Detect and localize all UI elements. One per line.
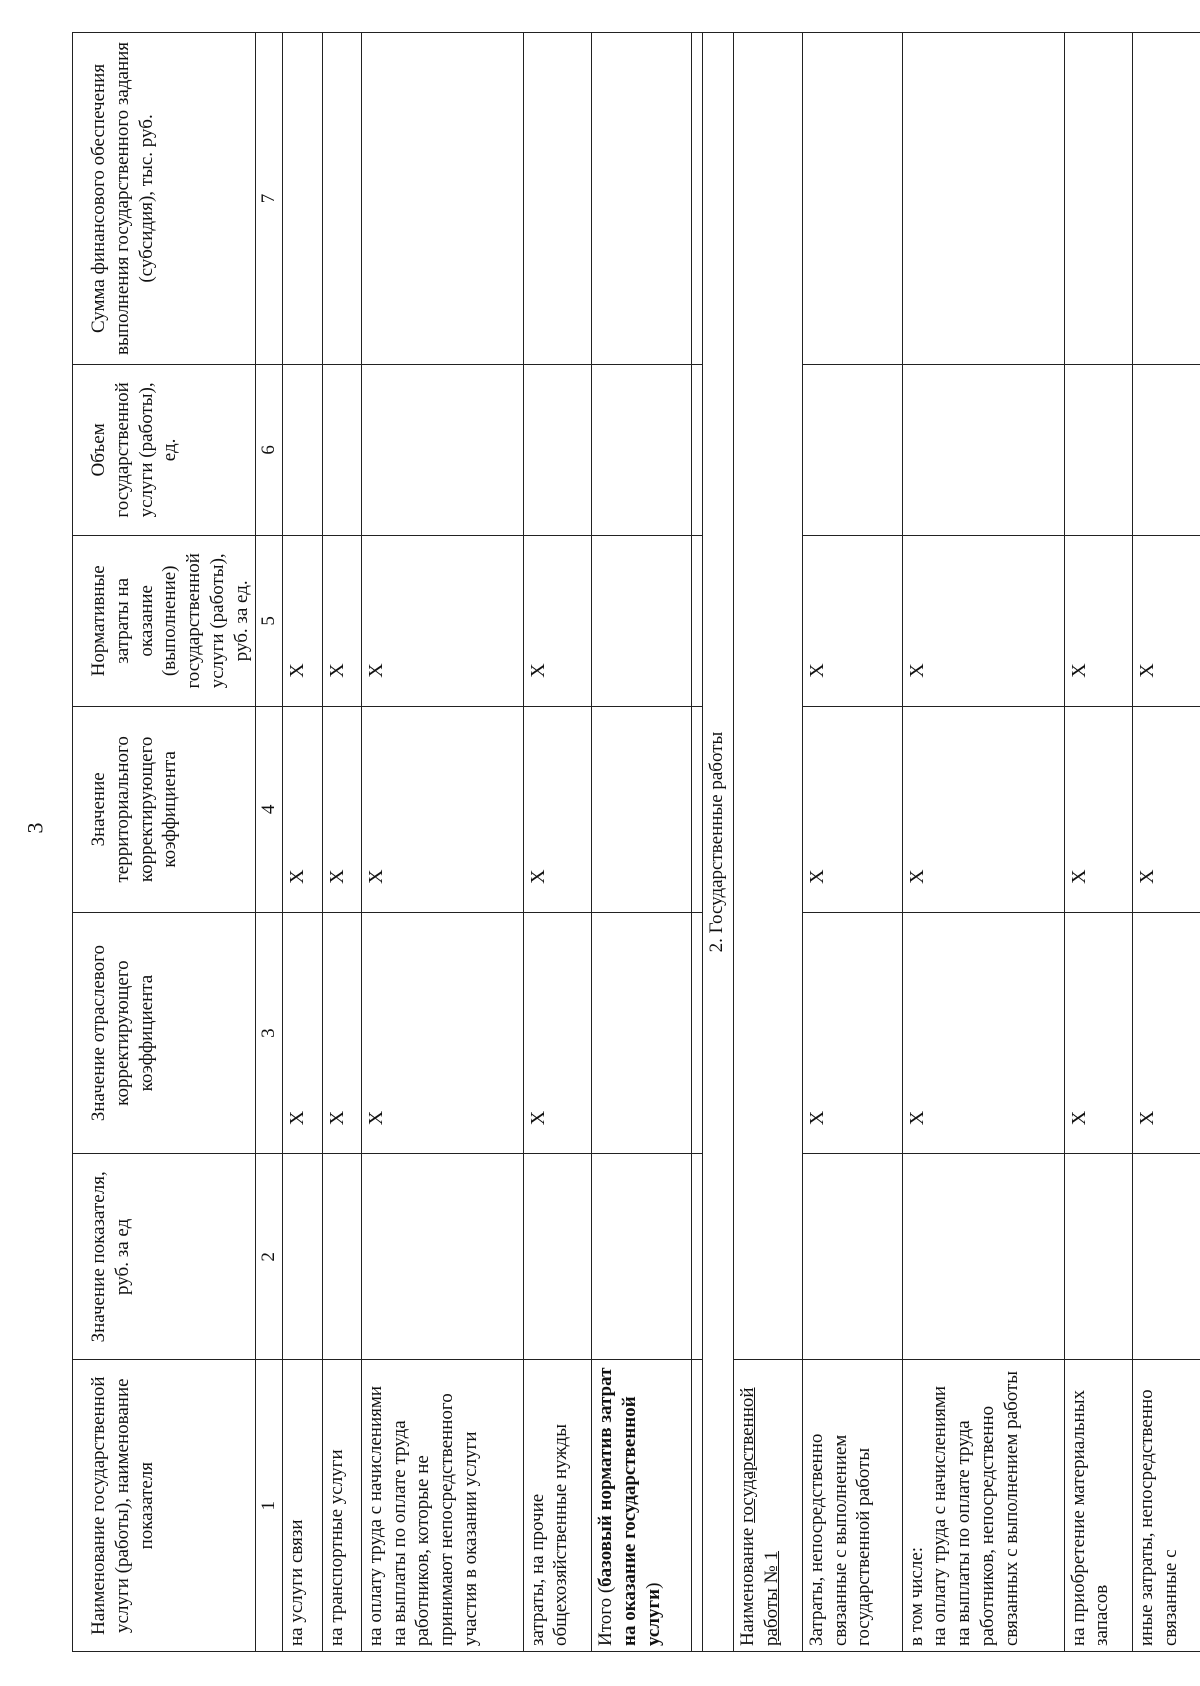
cost-table — [72, 32, 1200, 1652]
row-label: в том числе: на оплату труда с начислениями на выплаты по оплате труда работников, непосредственно связанных с выполнением работы — [902, 1360, 1064, 1652]
header-col-7: Сумма финансового обеспечения выполнения государственного задания (субсидия), тыс. руб. — [73, 33, 256, 365]
empty-cell — [802, 364, 902, 535]
col-number: 3 — [256, 912, 283, 1153]
column-number-row — [256, 33, 283, 1652]
col-number: 4 — [256, 706, 283, 912]
empty-cell — [802, 33, 902, 365]
x-mark: X — [361, 706, 523, 912]
empty-cell — [902, 364, 1064, 535]
empty-cell — [692, 1154, 703, 1360]
empty-cell — [283, 33, 322, 365]
empty-cell — [1133, 33, 1200, 365]
work-name — [734, 1360, 803, 1652]
empty-cell — [361, 364, 523, 535]
table-row — [322, 33, 361, 1652]
work-name-row — [734, 33, 803, 1652]
empty-cell — [361, 33, 523, 365]
row-label: на транспортные услуги — [322, 1360, 361, 1652]
empty-cell — [1133, 364, 1200, 535]
header-col-2: Значение показателя, руб. за ед — [73, 1154, 256, 1360]
x-mark: X — [1133, 912, 1200, 1153]
x-mark: X — [322, 535, 361, 706]
x-mark: X — [802, 912, 902, 1153]
x-mark: X — [1064, 535, 1133, 706]
x-mark: X — [523, 535, 592, 706]
empty-cell — [283, 1154, 322, 1360]
table-row — [283, 33, 322, 1652]
x-mark: X — [283, 535, 322, 706]
spacer-row — [692, 33, 703, 1652]
empty-cell — [592, 364, 692, 535]
table-row — [802, 33, 902, 1652]
empty-cell — [1064, 1154, 1133, 1360]
row-label: Затраты, непосредственно связанные с выполнением государственной работы — [802, 1360, 902, 1652]
col-number: 7 — [256, 33, 283, 365]
total-suffix: ) — [642, 1582, 664, 1589]
row-label: затраты, на прочие общехозяйственные нужды — [523, 1360, 592, 1652]
x-mark: X — [523, 912, 592, 1153]
empty-cell — [592, 706, 692, 912]
empty-cell — [1064, 364, 1133, 535]
empty-cell — [692, 1360, 703, 1652]
x-mark: X — [361, 912, 523, 1153]
x-mark: X — [1133, 706, 1200, 912]
x-mark: X — [902, 535, 1064, 706]
empty-cell — [692, 535, 703, 706]
header-col-5: Нормативные затраты на оказание (выполнение) государственной услуги (работы), руб. за ед. — [73, 535, 256, 706]
x-mark: X — [802, 706, 902, 912]
empty-cell — [902, 1154, 1064, 1360]
empty-cell — [734, 33, 803, 1360]
table-row — [1133, 33, 1200, 1652]
empty-cell — [322, 1154, 361, 1360]
x-mark: X — [1064, 706, 1133, 912]
page-number: 3 — [22, 822, 48, 834]
empty-cell — [592, 535, 692, 706]
x-mark: X — [283, 706, 322, 912]
empty-cell — [1133, 1154, 1200, 1360]
empty-cell — [523, 364, 592, 535]
col-number: 6 — [256, 364, 283, 535]
col-number: 2 — [256, 1154, 283, 1360]
empty-cell — [1064, 33, 1133, 365]
table-row — [1064, 33, 1133, 1652]
empty-cell — [322, 364, 361, 535]
header-row — [73, 33, 256, 1652]
header-col-1: Наименование государственной услуги (работы), наименование показателя — [73, 1360, 256, 1652]
total-prefix: Итого ( — [595, 1586, 617, 1646]
empty-cell — [361, 1154, 523, 1360]
row-label: на услуги связи — [283, 1360, 322, 1652]
empty-cell — [802, 1154, 902, 1360]
total-label — [592, 1360, 692, 1652]
x-mark: X — [322, 912, 361, 1153]
empty-cell — [523, 1154, 592, 1360]
empty-cell — [692, 364, 703, 535]
empty-cell — [692, 33, 703, 365]
table-row — [361, 33, 523, 1652]
col-number: 5 — [256, 535, 283, 706]
empty-cell — [592, 1154, 692, 1360]
work-name-prefix: Наименование — [737, 1522, 759, 1646]
col-number: 1 — [256, 1360, 283, 1652]
row-label: на оплату труда с начислениями на выплаты по оплате труда работников, которые не принимают непосредственного участия в оказании услуги — [361, 1360, 523, 1652]
x-mark: X — [902, 706, 1064, 912]
empty-cell — [592, 33, 692, 365]
table-row — [902, 33, 1064, 1652]
x-mark: X — [1064, 912, 1133, 1153]
x-mark: X — [361, 535, 523, 706]
total-row — [592, 33, 692, 1652]
work-name-underlined: государственной работы № 1 — [737, 1387, 782, 1646]
empty-cell — [523, 33, 592, 365]
x-mark: X — [802, 535, 902, 706]
x-mark: X — [902, 912, 1064, 1153]
empty-cell — [692, 912, 703, 1153]
header-col-6: Объем государственной услуги (работы), ед. — [73, 364, 256, 535]
row-label: иные затраты, непосредственно связанные с — [1133, 1360, 1200, 1652]
rotated-table-container — [72, 32, 1200, 1652]
empty-cell — [592, 912, 692, 1153]
x-mark: X — [523, 706, 592, 912]
section-heading: 2. Государственные работы — [703, 33, 734, 1652]
empty-cell — [283, 364, 322, 535]
total-bold-text: базовый норматив затрат на оказание государственной услуги — [595, 1367, 664, 1646]
header-col-3: Значение отраслевого корректирующего коэффициента — [73, 912, 256, 1153]
section-heading-row — [703, 33, 734, 1652]
x-mark: X — [322, 706, 361, 912]
empty-cell — [692, 706, 703, 912]
row-label: на приобретение материальных запасов — [1064, 1360, 1133, 1652]
x-mark: X — [283, 912, 322, 1153]
table-row — [523, 33, 592, 1652]
empty-cell — [322, 33, 361, 365]
header-col-4: Значение территориального корректирующего коэффициента — [73, 706, 256, 912]
x-mark: X — [1133, 535, 1200, 706]
empty-cell — [902, 33, 1064, 365]
